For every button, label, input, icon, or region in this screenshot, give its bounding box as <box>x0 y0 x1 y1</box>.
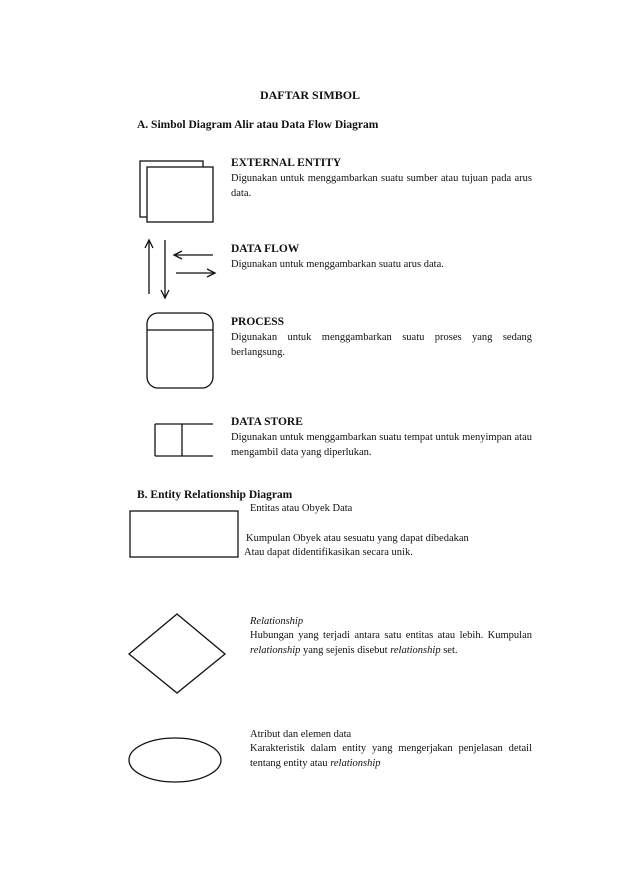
page-title: DAFTAR SIMBOL <box>259 88 361 102</box>
external-entity-icon <box>140 161 213 222</box>
process-heading: PROCESS <box>231 316 285 328</box>
entity-rectangle-icon <box>130 511 238 557</box>
process-desc: Digunakan untuk menggambarkan suatu proses yang sedang berlangsung. <box>231 332 532 358</box>
external-entity-desc: Digunakan untuk menggambarkan suatu sumber atau tujuan pada arus data. <box>231 173 532 199</box>
attribute-desc: Karakteristik dalam entity yang mengerjakan penjelasan detail tentang entity atau relationship <box>250 743 532 769</box>
section-b-heading: B. Entity Relationship Diagram <box>137 489 293 501</box>
external-entity-heading: EXTERNAL ENTITY <box>231 157 342 169</box>
data-flow-heading: DATA FLOW <box>231 243 300 255</box>
process-icon <box>147 313 213 388</box>
data-flow-desc: Digunakan untuk menggambarkan suatu arus data. <box>231 259 444 270</box>
entity-desc-line2: Atau dapat didentifikasikan secara unik. <box>244 547 413 558</box>
data-store-heading: DATA STORE <box>231 416 303 428</box>
entity-heading: Entitas atau Obyek Data <box>250 503 353 514</box>
attribute-heading: Atribut dan elemen data <box>250 729 352 740</box>
data-flow-icon <box>145 240 215 298</box>
data-store-desc: Digunakan untuk menggambarkan suatu tempat untuk menyimpan atau mengambil data yang diperlukan. <box>231 432 532 458</box>
attribute-ellipse-icon <box>129 738 221 782</box>
section-a-heading: A. Simbol Diagram Alir atau Data Flow Diagram <box>137 119 379 131</box>
relationship-heading: Relationship <box>250 616 304 627</box>
relationship-diamond-icon <box>129 614 225 693</box>
data-store-icon <box>155 424 213 456</box>
entity-desc-line1: Kumpulan Obyek atau sesuatu yang dapat dibedakan <box>246 533 469 544</box>
relationship-desc: Hubungan yang terjadi antara satu entitas atau lebih. Kumpulan relationship yang sejenis disebut relationship set. <box>250 630 532 656</box>
